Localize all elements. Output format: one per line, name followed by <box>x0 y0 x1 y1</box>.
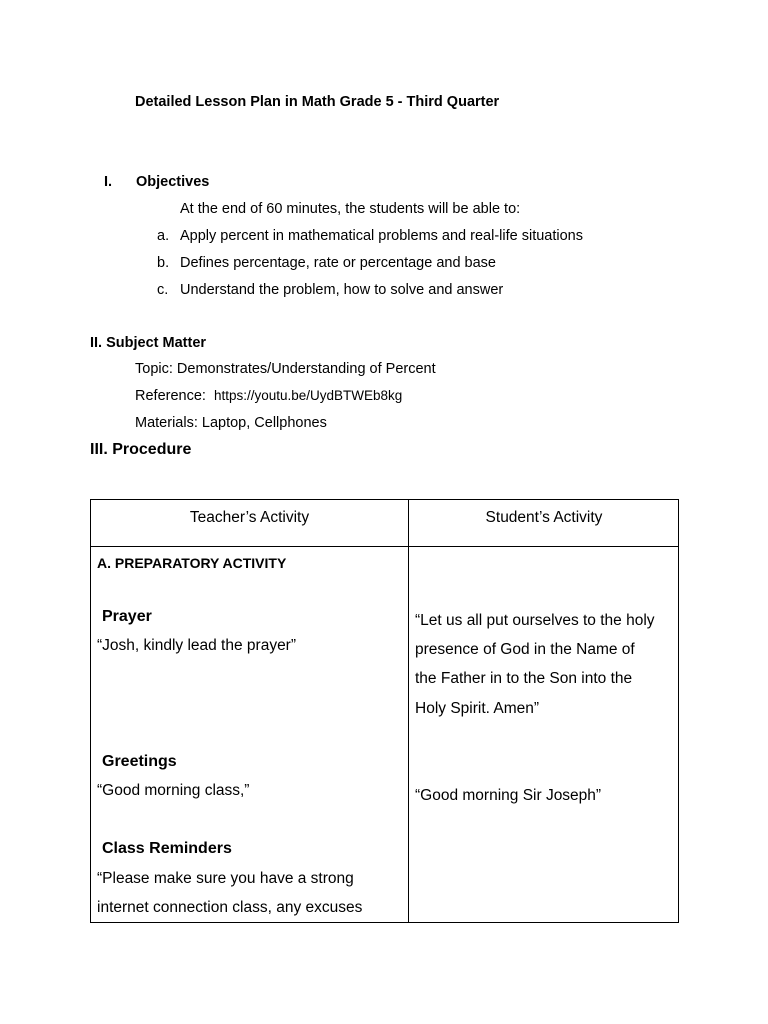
subject-matter-heading: II. Subject Matter <box>90 335 207 351</box>
objective-text-a: Apply percent in mathematical problems and real-life situations <box>180 228 583 244</box>
objective-letter-c: c. <box>157 282 169 298</box>
subject-materials: Materials: Laptop, Cellphones <box>135 415 327 431</box>
procedure-heading: III. Procedure <box>90 441 192 458</box>
subject-reference <box>135 388 402 404</box>
document-title: Detailed Lesson Plan in Math Grade 5 - Third Quarter <box>135 94 500 110</box>
greetings-heading: Greetings <box>102 753 177 770</box>
prayer-student-line: Holy Spirit. Amen” <box>415 700 540 717</box>
objective-text-c: Understand the problem, how to solve and answer <box>180 282 504 298</box>
reference-link[interactable]: https://youtu.be/UydBTWEb8kg <box>213 388 403 403</box>
prayer-teacher-text: “Josh, kindly lead the prayer” <box>97 637 297 654</box>
reminders-teacher-line: “Please make sure you have a strong <box>97 870 354 887</box>
prayer-student-line: “Let us all put ourselves to the holy <box>415 612 655 629</box>
teacher-activity-header: Teacher’s Activity <box>189 509 310 526</box>
objectives-intro: At the end of 60 minutes, the students will be able to: <box>180 201 521 217</box>
class-reminders-heading: Class Reminders <box>102 840 232 857</box>
header-divider <box>91 546 678 547</box>
greetings-student-text: “Good morning Sir Joseph” <box>415 787 602 804</box>
procedure-table <box>90 499 679 923</box>
objectives-numeral: I. <box>104 174 113 190</box>
column-divider <box>408 500 409 922</box>
objective-letter-a: a. <box>157 228 170 244</box>
subject-topic: Topic: Demonstrates/Understanding of Percent <box>135 361 436 377</box>
reminders-teacher-line: internet connection class, any excuses <box>97 899 363 916</box>
student-activity-header: Student’s Activity <box>485 509 603 526</box>
objectives-heading: Objectives <box>136 174 210 190</box>
prayer-student-line: presence of God in the Name of <box>415 641 635 658</box>
preparatory-activity-label: A. PREPARATORY ACTIVITY <box>97 555 287 571</box>
objective-text-b: Defines percentage, rate or percentage and base <box>180 255 496 271</box>
prayer-student-line: the Father in to the Son into the <box>415 670 633 687</box>
greetings-teacher-text: “Good morning class,” <box>97 782 250 799</box>
reference-label: Reference: <box>135 388 206 404</box>
objective-letter-b: b. <box>157 255 170 271</box>
prayer-heading: Prayer <box>102 608 152 625</box>
